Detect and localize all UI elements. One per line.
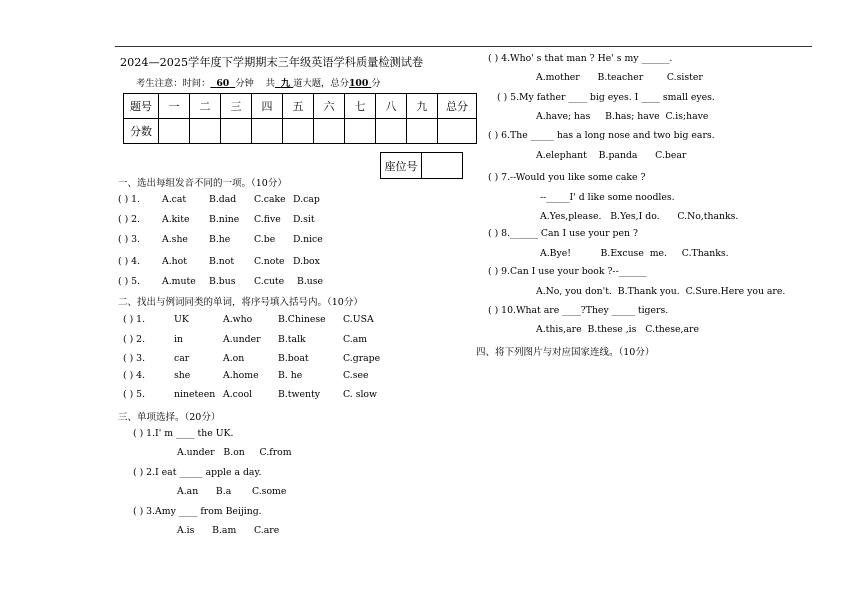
s3-q8-options: A.Bye! B.Excuse me. C.Thanks. (540, 248, 729, 259)
s3-q7-response: --_____I' d like some noodles. (540, 192, 675, 203)
s1-q4-option-b: B.not (209, 256, 235, 267)
score-input-cell[interactable] (407, 119, 438, 144)
s2-q2-word: in (174, 334, 183, 345)
s3-q9[interactable]: ( ) 9.Can I use your book ?--______ (488, 266, 647, 277)
score-table (123, 93, 477, 144)
score-header-cell: 一 (159, 94, 190, 119)
s2-q3-option-a: A.on (223, 353, 245, 364)
total-prefix: 共 (265, 78, 275, 89)
score-input-cell[interactable] (283, 119, 314, 144)
s2-q4-word: she (174, 370, 191, 381)
score-header-cell: 八 (376, 94, 407, 119)
s1-q1-number[interactable]: ( ) 1. (118, 194, 141, 205)
s1-q3-option-d: D.nice (293, 234, 323, 245)
s2-q3-word: car (174, 353, 190, 364)
s3-q4-options: A.mother B.teacher C.sister (536, 72, 703, 83)
s1-q5-number[interactable]: ( ) 5. (118, 276, 141, 287)
s3-q2-options: A.an B.a C.some (177, 486, 287, 497)
s2-q1-option-a: A.who (223, 314, 253, 325)
s1-q2-option-a: A.kite (162, 214, 190, 225)
s1-q5-option-a: A.mute (162, 276, 196, 287)
s2-q4-number[interactable]: ( ) 4. (123, 370, 146, 381)
seat-number-box (380, 152, 463, 179)
section1-title: 一、选出每组发音不同的一项。（10分） (118, 178, 287, 189)
s3-q6[interactable]: ( ) 6.The _____ has a long nose and two big ears. (488, 130, 715, 141)
score-header-cell: 五 (283, 94, 314, 119)
s2-q4-option-c: C.see (343, 370, 369, 381)
s2-q5-number[interactable]: ( ) 5. (123, 389, 146, 400)
s1-q2-option-b: B.nine (209, 214, 240, 225)
s1-q3-option-a: A.she (162, 234, 188, 245)
seat-label: 座位号 (381, 153, 422, 179)
score-value-row (124, 119, 477, 144)
s2-q5-word: nineteen (174, 389, 216, 400)
score-header-cell: 七 (345, 94, 376, 119)
s3-q3[interactable]: ( ) 3.Amy ____ from Beijing. (133, 506, 262, 517)
s2-q1-option-b: B.Chinese (278, 314, 326, 325)
total-count: 九 (280, 78, 291, 89)
seat-input-cell[interactable] (422, 153, 463, 179)
s3-q5[interactable]: ( ) 5.My father ____ big eyes. I ____ small eyes. (497, 92, 715, 103)
s3-q7[interactable]: ( ) 7.--Would you like some cake ? (488, 172, 646, 183)
s2-q5-option-b: B.twenty (278, 389, 320, 400)
s1-q1-option-b: B.dad (209, 194, 237, 205)
s1-q4-option-c: C.note (254, 256, 285, 267)
section3-title: 三、单项选择。（20分） (118, 412, 221, 423)
s2-q1-number[interactable]: ( ) 1. (123, 314, 146, 325)
s2-q1-word: UK (174, 314, 189, 325)
s1-q2-option-c: C.five (254, 214, 281, 225)
score-input-cell[interactable] (314, 119, 345, 144)
time-value: 60 (216, 78, 230, 89)
s1-q3-number[interactable]: ( ) 3. (118, 234, 141, 245)
score-row-label: 分数 (124, 119, 159, 144)
score-header-cell: 三 (221, 94, 252, 119)
notice-label: 考生注意：时间： (136, 78, 211, 89)
s2-q2-option-a: A.under (223, 334, 261, 345)
s1-q4-option-a: A.hot (162, 256, 187, 267)
s2-q4-option-b: B. he (278, 370, 303, 381)
score-input-cell[interactable] (438, 119, 477, 144)
score-header-cell: 四 (252, 94, 283, 119)
s2-q2-option-b: B.talk (278, 334, 306, 345)
total-mid: 道大题，总分 (293, 78, 349, 89)
s3-q1[interactable]: ( ) 1.I' m ____ the UK. (133, 428, 234, 439)
page-title: 2024—2025学年度下学期期末三年级英语学科质量检测试卷 (120, 56, 424, 69)
s1-q5-option-c: C.cute (254, 276, 285, 287)
score-input-cell[interactable] (376, 119, 407, 144)
score-header-cell: 二 (190, 94, 221, 119)
s3-q4[interactable]: ( ) 4.Who' s that man ? He' s my ______. (488, 53, 673, 64)
s3-q6-options: A.elephant B.panda C.bear (536, 150, 687, 161)
s2-q3-number[interactable]: ( ) 3. (123, 353, 146, 364)
s3-q10[interactable]: ( ) 10.What are ____?They _____ tigers. (488, 305, 669, 316)
score-input-cell[interactable] (252, 119, 283, 144)
time-unit: 分钟 (235, 78, 254, 89)
top-rule (115, 46, 812, 47)
section2-title: 二、找出与例词同类的单词，将序号填入括号内。（10分） (118, 297, 363, 308)
s1-q1-option-a: A.cat (162, 194, 187, 205)
s3-q7-options: A.Yes,please. B.Yes,I do. C.No,thanks. (540, 211, 739, 222)
s3-q8[interactable]: ( ) 8.______ Can I use your pen ? (488, 228, 638, 239)
s1-q3-option-b: B.he (209, 234, 231, 245)
s2-q3-option-c: C.grape (343, 353, 381, 364)
total-unit: 分 (371, 78, 381, 89)
s3-q9-options: A.No, you don't. B.Thank you. C.Sure.Here you are. (536, 286, 786, 297)
score-input-cell[interactable] (190, 119, 221, 144)
s1-q4-option-d: D.box (293, 256, 320, 267)
s1-q4-number[interactable]: ( ) 4. (118, 256, 141, 267)
s2-q4-option-a: A.home (223, 370, 259, 381)
total-score: 100 (348, 78, 369, 89)
s3-q1-options: A.under B.on C.from (177, 447, 292, 458)
score-header-row (124, 94, 477, 119)
s2-q5-option-c: C. slow (343, 389, 377, 400)
score-header-cell: 六 (314, 94, 345, 119)
s3-q3-options: A.is B.am C.are (177, 525, 280, 536)
score-input-cell[interactable] (345, 119, 376, 144)
score-input-cell[interactable] (159, 119, 190, 144)
score-input-cell[interactable] (221, 119, 252, 144)
s1-q5-option-b: B.bus (209, 276, 236, 287)
score-header-cell: 总分 (438, 94, 477, 119)
s2-q3-option-b: B.boat (278, 353, 309, 364)
s2-q1-option-c: C.USA (343, 314, 374, 325)
s3-q2[interactable]: ( ) 2.I eat _____ apple a day. (133, 467, 262, 478)
s2-q2-option-c: C.am (343, 334, 368, 345)
s2-q2-number[interactable]: ( ) 2. (123, 334, 146, 345)
s1-q3-option-c: C.be (254, 234, 276, 245)
exam-notice (136, 75, 381, 89)
s1-q2-number[interactable]: ( ) 2. (118, 214, 141, 225)
section4-title: 四、将下列图片与对应国家连线。（10分） (476, 347, 655, 358)
s1-q5-option-d: B.use (297, 276, 324, 287)
score-header-cell: 题号 (124, 94, 159, 119)
s2-q5-option-a: A.cool (223, 389, 253, 400)
s3-q10-options: A.this,are B.these ,is C.these,are (536, 324, 699, 335)
s3-q5-options: A.have; has B.has; have C.is;have (536, 111, 709, 122)
s1-q2-option-d: D.sit (293, 214, 315, 225)
s1-q1-option-d: D.cap (293, 194, 320, 205)
s1-q1-option-c: C.cake (254, 194, 286, 205)
score-header-cell: 九 (407, 94, 438, 119)
